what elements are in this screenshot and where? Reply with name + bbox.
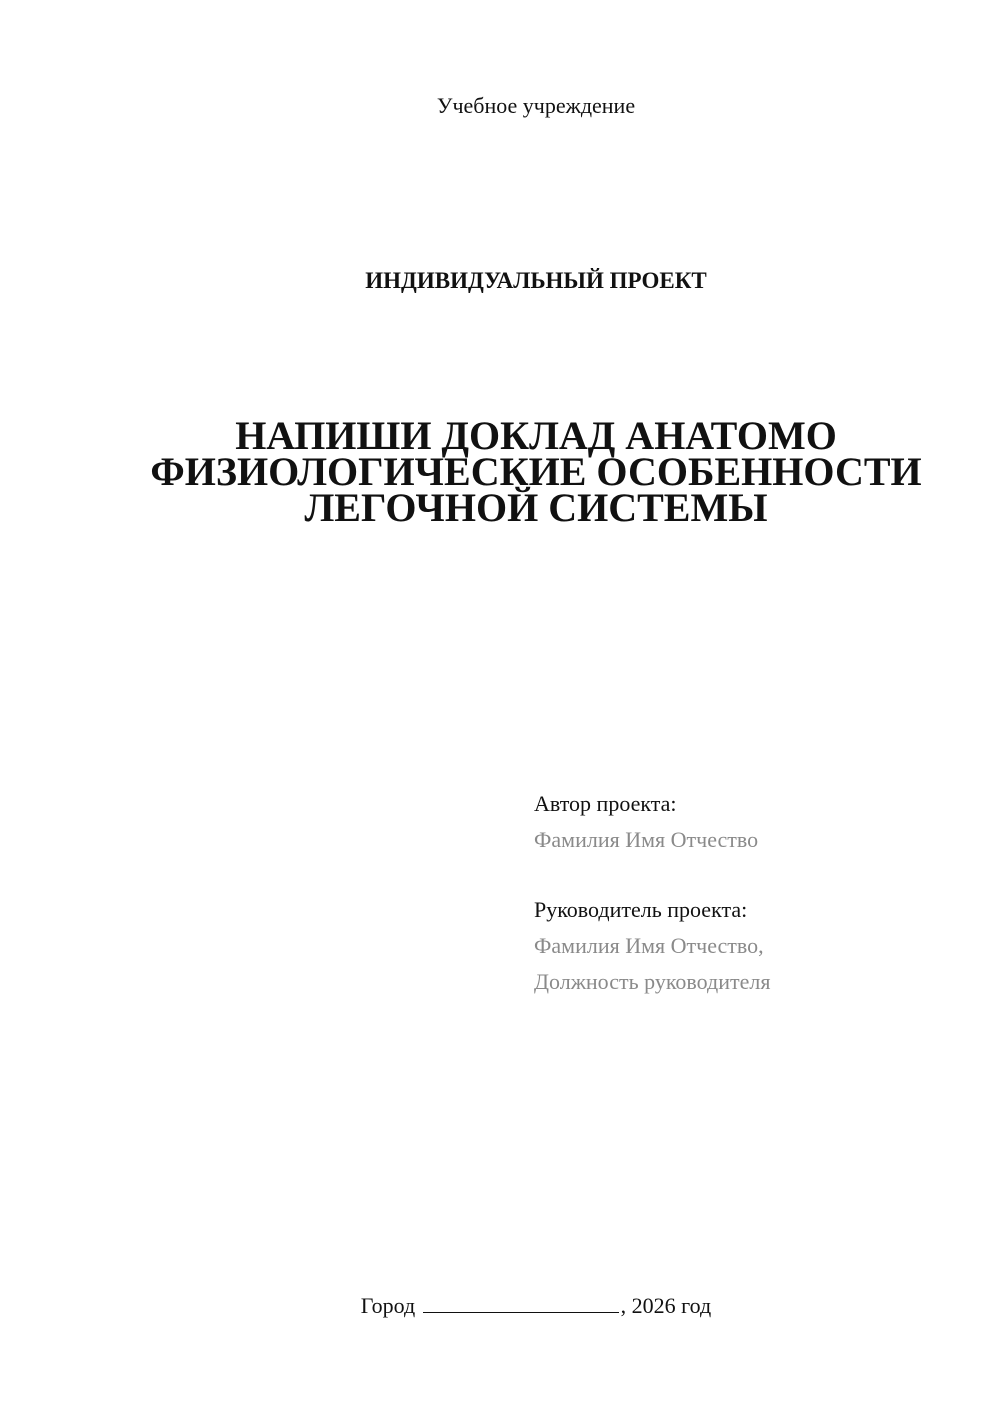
author-block: [534, 786, 954, 858]
supervisor-position: Должность руководителя: [534, 969, 771, 994]
project-type-heading: ИНДИВИДУАЛЬНЫЙ ПРОЕКТ: [365, 268, 707, 293]
supervisor-block: [534, 892, 954, 1000]
institution-name: Учебное учреждение: [436, 93, 636, 118]
city-year-line: [0, 1290, 1000, 1321]
supervisor-label: Руководитель проекта:: [534, 897, 748, 922]
project-title-line-3: ЛЕГОЧНОЙ СИСТЕМЫ: [304, 485, 768, 530]
project-title-line-1: НАПИШИ ДОКЛАД АНАТОМО: [235, 413, 837, 458]
author-name: Фамилия Имя Отчество: [534, 827, 759, 852]
city-label: Город: [360, 1293, 416, 1318]
project-title-line-2: ФИЗИОЛОГИЧЕСКИЕ ОСОБЕННОСТИ: [150, 449, 922, 494]
city-blank-line: [423, 1290, 619, 1313]
project-title: [140, 413, 932, 530]
author-label: Автор проекта:: [534, 791, 677, 816]
supervisor-name: Фамилия Имя Отчество,: [534, 933, 764, 958]
year-text: , 2026 год: [620, 1293, 712, 1318]
